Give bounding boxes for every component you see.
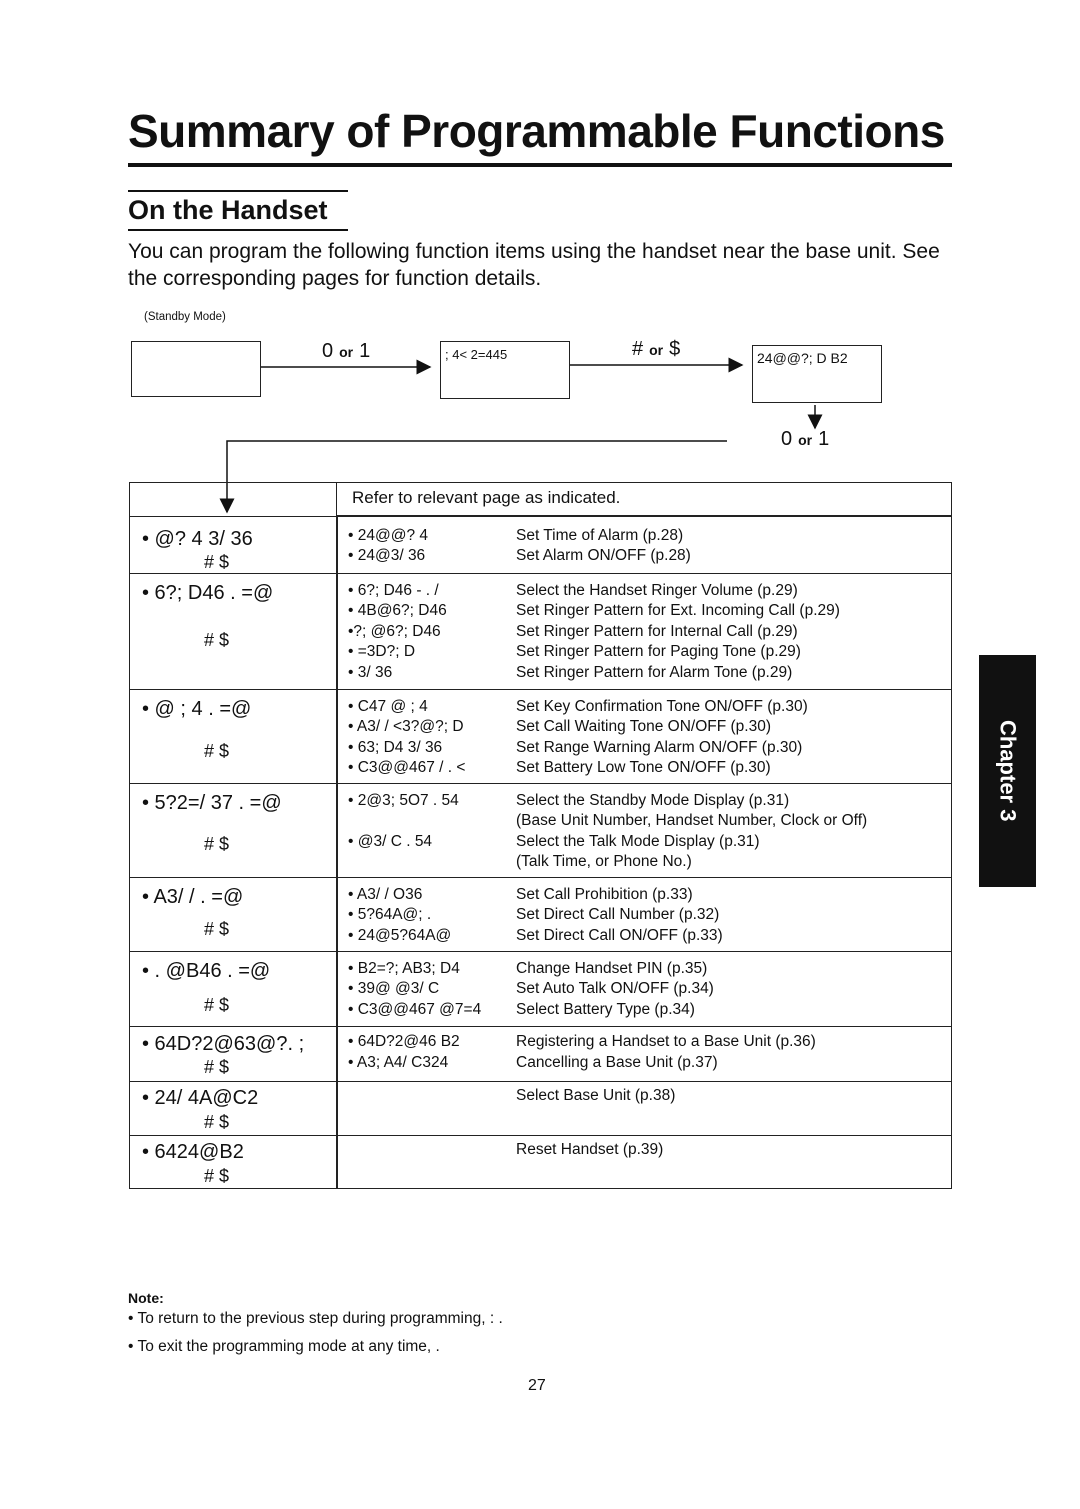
page-number: 27 [528, 1377, 546, 1394]
function-desc: Set Ringer Pattern for Internal Call (p.29) [516, 623, 798, 640]
function-desc: Change Handset PIN (p.35) [516, 960, 708, 977]
menu-keys: # $ [204, 1166, 230, 1186]
flow-arrows [0, 0, 1080, 520]
note-item: • To exit the programming mode at any time, . [128, 1338, 440, 1355]
menu-name: • 24/ 4A@C2 [142, 1087, 259, 1109]
function-table [129, 482, 952, 1189]
or-label: or [339, 344, 354, 360]
function-desc: Set Ringer Pattern for Ext. Incoming Call (p.29) [516, 602, 840, 619]
sub-item: • 24@5?64A@ [348, 927, 452, 944]
function-desc: Set Key Confirmation Tone ON/OFF (p.30) [516, 698, 808, 715]
sub-item: • 63; D4 3/ 36 [348, 739, 443, 756]
function-box-text: 24@@?; D B2 [757, 350, 848, 366]
sub-item: • C47 @ ; 4 [348, 698, 428, 715]
table-row [130, 877, 951, 951]
function-desc: Set Battery Low Tone ON/OFF (p.30) [516, 759, 771, 776]
section-title: On the Handset [128, 195, 328, 225]
menu-keys: # $ [204, 995, 230, 1015]
menu-box-text: ; 4< 2=445 [445, 347, 508, 362]
menu-keys: # $ [204, 1057, 230, 1077]
function-desc: Select Battery Type (p.34) [516, 1001, 695, 1018]
function-desc: Select the Talk Mode Display (p.31) [516, 833, 760, 850]
sub-item: • C3@@467 / . < [348, 759, 466, 776]
sub-item: • 24@@? 4 [348, 527, 428, 544]
function-desc: Select Base Unit (p.38) [516, 1087, 676, 1104]
function-desc: Set Auto Talk ON/OFF (p.34) [516, 980, 714, 997]
function-desc: Select the Standby Mode Display (p.31) [516, 792, 790, 809]
key-hash: # [632, 338, 644, 360]
standby-mode-label: (Standby Mode) [144, 311, 226, 323]
sub-item: • A3; A4/ C324 [348, 1054, 449, 1071]
sub-item: • 4B@6?; D46 [348, 602, 447, 619]
page-title: Summary of Programmable Functions [128, 105, 945, 157]
menu-keys: # $ [204, 552, 230, 572]
intro-text: You can program the following function items using the handset near the base unit. See the corresponding pages for function details. [128, 240, 940, 290]
menu-name: • @ ; 4 . =@ [142, 698, 252, 720]
function-desc: (Base Unit Number, Handset Number, Clock or Off) [516, 812, 868, 829]
sub-item: • 6?; D46 - . / [348, 582, 439, 599]
function-desc: Set Alarm ON/OFF (p.28) [516, 547, 691, 564]
menu-keys: # $ [204, 1112, 230, 1132]
function-desc: Set Ringer Pattern for Paging Tone (p.29) [516, 643, 801, 660]
note-title: Note: [128, 1290, 164, 1306]
table-row [130, 689, 951, 783]
sub-item: •?; @6?; D46 [348, 623, 441, 640]
sub-item: • 5?64A@; . [348, 906, 432, 923]
table-row [130, 783, 951, 877]
function-desc: Set Ringer Pattern for Alarm Tone (p.29) [516, 664, 793, 681]
function-desc: Reset Handset (p.39) [516, 1141, 664, 1158]
menu-name: • . @B46 . =@ [142, 960, 271, 982]
menu-keys: # $ [204, 834, 230, 854]
sub-item: • 3/ 36 [348, 664, 393, 681]
sub-item: • @3/ C . 54 [348, 833, 433, 850]
table-row [130, 516, 951, 573]
function-desc: Cancelling a Base Unit (p.37) [516, 1054, 718, 1071]
function-desc: Set Call Waiting Tone ON/OFF (p.30) [516, 718, 771, 735]
table-row [130, 573, 951, 689]
table-row [130, 1081, 951, 1135]
or-label: or [798, 432, 813, 448]
function-desc: Registering a Handset to a Base Unit (p.36) [516, 1033, 816, 1050]
sub-item: • =3D?; D [348, 643, 416, 660]
function-desc: Set Direct Call Number (p.32) [516, 906, 720, 923]
sub-item: • 24@3/ 36 [348, 547, 426, 564]
sub-item: • 64D?2@46 B2 [348, 1033, 460, 1050]
table-header: Refer to relevant page as indicated. [352, 488, 621, 507]
sub-item: • 39@ @3/ C [348, 980, 440, 997]
menu-name: • 64D?2@63@?. ; [142, 1033, 305, 1055]
function-desc: Select the Handset Ringer Volume (p.29) [516, 582, 798, 599]
key-0: 0 [781, 428, 793, 450]
key-1: 1 [818, 428, 830, 450]
function-desc: Set Direct Call ON/OFF (p.33) [516, 927, 723, 944]
menu-keys: # $ [204, 919, 230, 939]
menu-keys: # $ [204, 630, 230, 650]
function-desc: Set Range Warning Alarm ON/OFF (p.30) [516, 739, 803, 756]
function-desc: Set Time of Alarm (p.28) [516, 527, 684, 544]
chapter-label: Chapter 3 [995, 720, 1021, 822]
menu-keys: # $ [204, 741, 230, 761]
function-desc: Set Call Prohibition (p.33) [516, 886, 693, 903]
or-label: or [649, 342, 664, 358]
sub-item: • 2@3; 5O7 . 54 [348, 792, 459, 809]
table-row [130, 1135, 951, 1188]
menu-name: • 6?; D46 . =@ [142, 582, 274, 604]
sub-item: • A3/ / O36 [348, 886, 423, 903]
key-dollar: $ [669, 338, 681, 360]
sub-item: • A3/ / <3?@?; D [348, 718, 464, 735]
sub-item: • B2=?; AB3; D4 [348, 960, 460, 977]
menu-name: • A3/ / . =@ [142, 886, 244, 908]
menu-name: • 5?2=/ 37 . =@ [142, 792, 282, 814]
key-0: 0 [322, 340, 334, 362]
menu-name: • 6424@B2 [142, 1141, 244, 1163]
note-item: • To return to the previous step during programming, : . [128, 1310, 503, 1327]
menu-name: • @? 4 3/ 36 [142, 528, 253, 550]
function-desc: (Talk Time, or Phone No.) [516, 853, 692, 870]
table-row [130, 1026, 951, 1081]
sub-item: • C3@@467 @7=4 [348, 1001, 482, 1018]
key-1: 1 [359, 340, 371, 362]
table-row [130, 951, 951, 1026]
